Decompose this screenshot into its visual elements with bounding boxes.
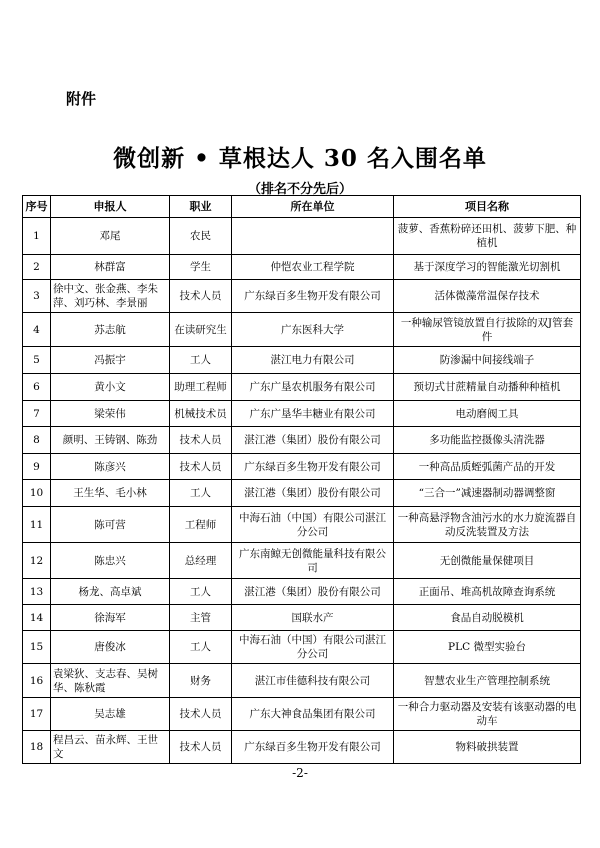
project-cell: 正面吊、堆高机故障查询系统 (394, 579, 581, 605)
row-number: 12 (23, 543, 51, 579)
page-title: 微创新 • 草根达人 30 名入围名单 (113, 145, 487, 172)
table-row (23, 731, 581, 764)
unit-cell: 湛江电力有限公司 (232, 347, 394, 374)
applicant-cell: 林群富 (51, 255, 170, 280)
table-row (23, 605, 581, 631)
project-cell: 无创微能量保健项目 (394, 543, 581, 579)
table-row (23, 313, 581, 347)
occupation-cell: 技术人员 (170, 698, 232, 731)
applicant-cell: 邓尾 (51, 218, 170, 255)
row-number: 17 (23, 698, 51, 731)
column-header: 职业 (170, 196, 232, 218)
applicant-cell: 黄小文 (51, 374, 170, 401)
unit-cell: 广东绿百多生物开发有限公司 (232, 731, 394, 764)
unit-cell: 广东大神食品集团有限公司 (232, 698, 394, 731)
applicant-cell: 吴志雄 (51, 698, 170, 731)
project-cell: 智慧农业生产管理控制系统 (394, 664, 581, 698)
project-cell: 食品自动脱模机 (394, 605, 581, 631)
occupation-cell: 学生 (170, 255, 232, 280)
row-number: 11 (23, 507, 51, 543)
project-cell: 一种高品质蛭弧菌产品的开发 (394, 454, 581, 480)
column-header: 序号 (23, 196, 51, 218)
unit-cell: 湛江港（集团）股份有限公司 (232, 579, 394, 605)
row-number: 15 (23, 631, 51, 664)
table-row (23, 507, 581, 543)
occupation-cell: 工程师 (170, 507, 232, 543)
table-row (23, 347, 581, 374)
applicant-cell: 颜明、王铸钢、陈劲 (51, 427, 170, 454)
occupation-cell: 机械技术员 (170, 401, 232, 427)
row-number: 14 (23, 605, 51, 631)
row-number: 10 (23, 480, 51, 507)
attachment-label: 附件 (66, 90, 97, 108)
occupation-cell: 主管 (170, 605, 232, 631)
applicant-cell: 徐海军 (51, 605, 170, 631)
project-cell: 电动磨阀工具 (394, 401, 581, 427)
applicant-cell: 唐俊冰 (51, 631, 170, 664)
page-subtitle: （排名不分先后） (247, 182, 352, 197)
project-cell: 预切式甘蔗精量自动播种种植机 (394, 374, 581, 401)
project-cell: “三合一”减速器制动器调整窗 (394, 480, 581, 507)
occupation-cell: 工人 (170, 631, 232, 664)
applicant-cell: 陈忠兴 (51, 543, 170, 579)
occupation-cell: 财务 (170, 664, 232, 698)
table-row (23, 480, 581, 507)
project-cell: 活体微藻常温保存技术 (394, 280, 581, 313)
row-number: 13 (23, 579, 51, 605)
column-header: 项目名称 (394, 196, 581, 218)
table-row (23, 698, 581, 731)
unit-cell: 国联水产 (232, 605, 394, 631)
table-row (23, 280, 581, 313)
occupation-cell: 技术人员 (170, 454, 232, 480)
table-row (23, 631, 581, 664)
occupation-cell: 农民 (170, 218, 232, 255)
row-number: 1 (23, 218, 51, 255)
project-cell: 一种高悬浮物含油污水的水力旋流器自动反洗装置及方法 (394, 507, 581, 543)
table-row (23, 374, 581, 401)
unit-cell: 湛江港（集团）股份有限公司 (232, 480, 394, 507)
project-cell: 一种合力驱动器及安装有该驱动器的电动车 (394, 698, 581, 731)
project-cell: 一种输尿管镜放置自行拔除的双J管套件 (394, 313, 581, 347)
applicant-cell: 陈彦兴 (51, 454, 170, 480)
unit-cell: 广东南鲸无创微能量科技有限公司 (232, 543, 394, 579)
occupation-cell: 总经理 (170, 543, 232, 579)
table-row (23, 454, 581, 480)
table-row (23, 427, 581, 454)
applicant-cell: 程昌云、苗永辉、王世文 (51, 731, 170, 764)
row-number: 16 (23, 664, 51, 698)
unit-cell: 广东广垦农机服务有限公司 (232, 374, 394, 401)
row-number: 7 (23, 401, 51, 427)
applicant-cell: 冯振宇 (51, 347, 170, 374)
project-cell: 物料破拱装置 (394, 731, 581, 764)
unit-cell: 广东绿百多生物开发有限公司 (232, 454, 394, 480)
applicant-cell: 陈可营 (51, 507, 170, 543)
table-row (23, 664, 581, 698)
occupation-cell: 在读研究生 (170, 313, 232, 347)
table-row (23, 579, 581, 605)
unit-cell: 湛江市佳德科技有限公司 (232, 664, 394, 698)
column-header: 申报人 (51, 196, 170, 218)
row-number: 3 (23, 280, 51, 313)
applicant-cell: 袁梁狄、支志春、吴树华、陈秋霞 (51, 664, 170, 698)
unit-cell: 广东绿百多生物开发有限公司 (232, 280, 394, 313)
table-header-row (23, 196, 581, 218)
unit-cell: 中海石油（中国）有限公司湛江分公司 (232, 631, 394, 664)
row-number: 2 (23, 255, 51, 280)
applicant-cell: 杨龙、高卓斌 (51, 579, 170, 605)
project-cell: 菠萝、香蕉粉碎还田机、菠萝下肥、种植机 (394, 218, 581, 255)
occupation-cell: 工人 (170, 347, 232, 374)
applicant-cell: 梁荣伟 (51, 401, 170, 427)
row-number: 18 (23, 731, 51, 764)
column-header: 所在单位 (232, 196, 394, 218)
occupation-cell: 工人 (170, 579, 232, 605)
row-number: 8 (23, 427, 51, 454)
occupation-cell: 技术人员 (170, 731, 232, 764)
occupation-cell: 技术人员 (170, 280, 232, 313)
unit-cell: 湛江港（集团）股份有限公司 (232, 427, 394, 454)
page-number: -2- (292, 766, 308, 780)
row-number: 9 (23, 454, 51, 480)
occupation-cell: 助理工程师 (170, 374, 232, 401)
table-row (23, 255, 581, 280)
row-number: 6 (23, 374, 51, 401)
unit-cell: 广东医科大学 (232, 313, 394, 347)
applicant-cell: 徐中文、张金燕、李朱萍、刘巧林、李景丽 (51, 280, 170, 313)
row-number: 4 (23, 313, 51, 347)
project-cell: 防渗漏中间接线端子 (394, 347, 581, 374)
occupation-cell: 工人 (170, 480, 232, 507)
table-row (23, 543, 581, 579)
project-cell: 多功能监控摄像头清洗器 (394, 427, 581, 454)
project-cell: PLC 微型实验台 (394, 631, 581, 664)
applicant-cell: 王生华、毛小林 (51, 480, 170, 507)
occupation-cell: 技术人员 (170, 427, 232, 454)
table-row (23, 401, 581, 427)
nominee-table (22, 195, 581, 764)
unit-cell: 中海石油（中国）有限公司湛江分公司 (232, 507, 394, 543)
applicant-cell: 苏志航 (51, 313, 170, 347)
table-row (23, 218, 581, 255)
row-number: 5 (23, 347, 51, 374)
unit-cell (232, 218, 394, 255)
unit-cell: 广东广垦华丰糖业有限公司 (232, 401, 394, 427)
project-cell: 基于深度学习的智能激光切割机 (394, 255, 581, 280)
unit-cell: 仲恺农业工程学院 (232, 255, 394, 280)
